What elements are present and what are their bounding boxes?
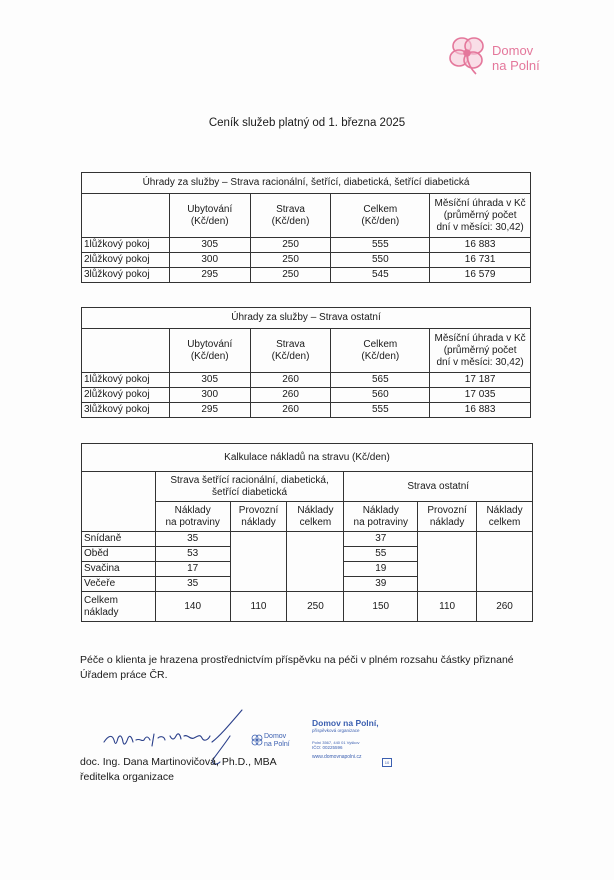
stamp-web: www.domovnapolni.cz	[312, 754, 362, 760]
logo-line2: na Polní	[492, 58, 540, 73]
cell-value: 250	[287, 592, 344, 622]
logo-line1: Domov	[492, 43, 534, 58]
subheader	[155, 502, 230, 532]
cell-value: 110	[418, 592, 477, 622]
subheader-text: Náklady na potraviny	[165, 504, 220, 528]
cell-value: 560	[331, 388, 430, 403]
subheader-text: Náklady celkem	[486, 504, 523, 528]
table-caption: Úhrady za služby – Strava ostatní	[82, 308, 531, 329]
cell-value: 17 035	[430, 388, 531, 403]
cell-value: 305	[169, 373, 250, 388]
room-type: 2lůžkový pokoj	[82, 388, 170, 403]
stamp-ico: IČO: 00225596	[312, 745, 343, 750]
header-accommodation	[169, 194, 250, 238]
subheader-text: Provozní náklady	[238, 504, 279, 528]
cell-value: 55	[344, 547, 418, 562]
signer-name: doc. Ing. Dana Martinovičová, Ph.D., MBA	[80, 756, 277, 768]
subheader	[344, 502, 418, 532]
stamp-logo-line2: na Polní	[264, 741, 290, 748]
cell-value: 150	[344, 592, 418, 622]
meal-label: Večeře	[82, 577, 156, 592]
stamp-logo-text	[264, 733, 290, 749]
cell-value: 295	[169, 268, 250, 283]
table-row	[82, 238, 531, 253]
header-accommodation	[169, 329, 250, 373]
stamp-name: Domov na Polní,	[312, 718, 379, 728]
cell-value: 300	[169, 253, 250, 268]
cell-value: 16 579	[430, 268, 531, 283]
meal-label: Snídaně	[82, 532, 156, 547]
cell-value: 37	[344, 532, 418, 547]
care-note: Péče o klienta je hrazena prostřednictvím příspěvku na péči v plném rozsahu částky přiznané Úřadem práce ČR.	[80, 654, 514, 681]
header-total	[331, 194, 430, 238]
cell-value: 16 883	[430, 238, 531, 253]
header-text: Ubytování (Kč/den)	[187, 338, 233, 362]
header-text: Celkem (Kč/den)	[361, 203, 400, 227]
flower-logo-icon	[446, 32, 492, 78]
cell-value: 16 731	[430, 253, 531, 268]
cell-value: 250	[250, 253, 331, 268]
signer-block	[80, 755, 277, 785]
cell-value: 300	[169, 388, 250, 403]
subheader-text: Provozní náklady	[427, 504, 467, 528]
header-food	[250, 329, 331, 373]
total-label-text: Celkem náklady	[84, 594, 119, 618]
stamp-logo-line1: Domov	[264, 733, 287, 740]
cell-value: 295	[169, 403, 250, 418]
table-row	[82, 268, 531, 283]
meal-label: Oběd	[82, 547, 156, 562]
cell-value: 555	[331, 403, 430, 418]
cell-value: 35	[155, 577, 230, 592]
header-total	[331, 329, 430, 373]
cell-value: 17 187	[430, 373, 531, 388]
cell-value: 16 883	[430, 403, 531, 418]
table-row	[82, 253, 531, 268]
cell-value: 555	[331, 238, 430, 253]
stamp-address: Polní 3567, 440 01 Vyškov	[312, 740, 360, 745]
table-row	[82, 388, 531, 403]
total-row	[82, 592, 533, 622]
subheader	[230, 502, 287, 532]
cell-value: 250	[250, 238, 331, 253]
room-type: 3lůžkový pokoj	[82, 268, 170, 283]
stamp-number: 10	[382, 758, 392, 767]
header-food	[250, 194, 331, 238]
food-cost-table	[81, 443, 533, 622]
cell-value: 545	[331, 268, 430, 283]
room-type: 1lůžkový pokoj	[82, 238, 170, 253]
header-text: Celkem (Kč/den)	[361, 338, 400, 362]
header-text: Strava (Kč/den)	[271, 203, 310, 227]
cell-value: 305	[169, 238, 250, 253]
cell-value: 250	[250, 268, 331, 283]
cell-value: 35	[155, 532, 230, 547]
cell-value: 17	[155, 562, 230, 577]
cell-value: 39	[344, 577, 418, 592]
subheader	[418, 502, 477, 532]
subheader	[477, 502, 533, 532]
room-type: 2lůžkový pokoj	[82, 253, 170, 268]
table-caption: Kalkulace nákladů na stravu (Kč/den)	[82, 444, 533, 472]
logo-text	[492, 43, 540, 73]
group-header-special-diet	[155, 472, 344, 502]
cell-value: 260	[250, 403, 331, 418]
room-type: 3lůžkový pokoj	[82, 403, 170, 418]
cell-value: 260	[477, 592, 533, 622]
price-table-rational-diet	[81, 172, 531, 283]
meal-label: Svačina	[82, 562, 156, 577]
cell-value: 565	[331, 373, 430, 388]
group-header-other-diet: Strava ostatní	[344, 472, 533, 502]
organization-stamp	[312, 718, 412, 765]
table-row	[82, 532, 533, 547]
header-text: Měsíční úhrada v Kč (průměrný počet dní v měsíci: 30,42)	[434, 332, 526, 368]
cell-value: 53	[155, 547, 230, 562]
table-row	[82, 373, 531, 388]
total-label	[82, 592, 156, 622]
cell-value: 260	[250, 373, 331, 388]
header-text: Ubytování (Kč/den)	[187, 203, 233, 227]
cell-value: 550	[331, 253, 430, 268]
subheader-text: Náklady na potraviny	[353, 504, 409, 528]
header-monthly	[430, 329, 531, 373]
signer-role: ředitelka organizace	[80, 771, 174, 783]
organization-logo	[446, 32, 566, 80]
table-row	[82, 403, 531, 418]
page-title: Ceník služeb platný od 1. března 2025	[208, 117, 406, 129]
header-monthly	[430, 194, 531, 238]
table-caption: Úhrady za služby – Strava racionální, šetřící, diabetická, šetřící diabetická	[82, 173, 531, 194]
price-table-other-diet	[81, 307, 531, 418]
group-text: Strava šetřící racionální, diabetická, šetřící diabetická	[170, 474, 329, 498]
header-text: Strava (Kč/den)	[271, 338, 310, 362]
cell-value: 110	[230, 592, 287, 622]
stamp-subtitle: příspěvková organizace	[312, 728, 360, 733]
room-type: 1lůžkový pokoj	[82, 373, 170, 388]
cell-value: 19	[344, 562, 418, 577]
header-text: Měsíční úhrada v Kč (průměrný počet dní v měsíci: 30,42)	[434, 197, 526, 233]
subheader-text: Náklady celkem	[297, 504, 334, 528]
flower-stamp-icon	[250, 733, 264, 747]
subheader	[287, 502, 344, 532]
cell-value: 140	[155, 592, 230, 622]
cell-value: 260	[250, 388, 331, 403]
